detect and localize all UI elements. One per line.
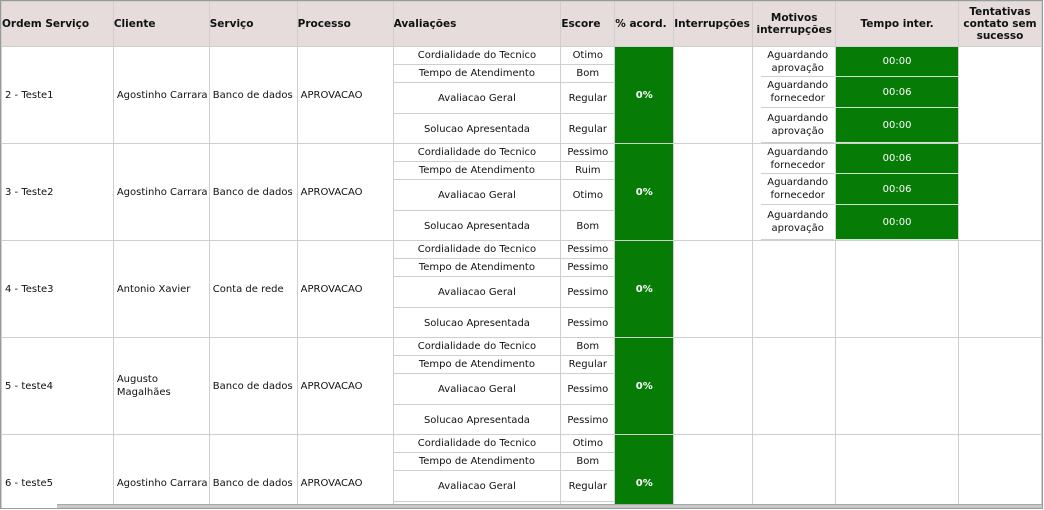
eval-score: Pessimo (561, 277, 614, 308)
interruption-time: 00:06 (836, 144, 958, 174)
cell-service: Banco de dados (209, 144, 297, 241)
col-header-time[interactable]: Tempo inter. (836, 2, 959, 47)
cell-service: Banco de dados (209, 435, 297, 510)
eval-score: Regular (561, 356, 614, 374)
eval-score: Pessimo (561, 308, 614, 338)
interruption-time: 00:00 (836, 205, 958, 240)
col-header-attempts[interactable]: Tentativas contato sem sucesso (958, 2, 1041, 47)
eval-criterion: Cordialidade do Tecnico (394, 338, 561, 356)
interruption-time: 00:06 (836, 77, 958, 108)
eval-criterion: Solucao Apresentada (394, 308, 561, 338)
col-header-os[interactable]: Ordem Serviço (2, 2, 114, 47)
cell-client: Agostinho Carrara (113, 47, 209, 144)
cell-attempts (958, 338, 1041, 435)
cell-reasons (753, 144, 836, 241)
eval-score: Regular (561, 471, 614, 502)
cell-evals (393, 144, 561, 241)
col-header-interruptions[interactable]: Interrupções (674, 2, 753, 47)
cell-interruptions (674, 338, 753, 435)
cell-evals (393, 338, 561, 435)
eval-score: Pessimo (561, 374, 614, 405)
col-header-pct[interactable]: % acord. (615, 2, 674, 47)
eval-criterion: Avaliacao Geral (394, 180, 561, 211)
interruption-reason: Aguardando aprovação (761, 47, 834, 77)
col-header-service[interactable]: Serviço (209, 2, 297, 47)
eval-criterion: Solucao Apresentada (394, 405, 561, 435)
interruption-reason: Aguardando aprovação (761, 108, 834, 143)
cell-evals (393, 47, 561, 144)
cell-interruptions (674, 47, 753, 144)
eval-score: Otimo (561, 435, 614, 453)
eval-score: Pessimo (561, 241, 614, 259)
col-header-client[interactable]: Cliente (113, 2, 209, 47)
eval-criterion: Tempo de Atendimento (394, 65, 561, 83)
eval-score: Bom (561, 65, 614, 83)
cell-client: Augusto Magalhães (113, 338, 209, 435)
horizontal-scrollbar[interactable] (57, 504, 1042, 508)
eval-score: Pessimo (561, 405, 614, 435)
eval-score: Bom (561, 453, 614, 471)
cell-times (836, 47, 959, 144)
cell-interruptions (674, 241, 753, 338)
eval-criterion: Cordialidade do Tecnico (394, 47, 561, 65)
eval-criterion: Tempo de Atendimento (394, 453, 561, 471)
cell-process: APROVACAO (297, 144, 393, 241)
interruption-reason: Aguardando fornecedor (761, 174, 834, 205)
eval-criterion: Avaliacao Geral (394, 277, 561, 308)
cell-process: APROVACAO (297, 47, 393, 144)
cell-pct-agreement: 0% (615, 144, 674, 241)
cell-pct-agreement: 0% (615, 435, 674, 510)
eval-criterion: Tempo de Atendimento (394, 356, 561, 374)
cell-scores (561, 144, 615, 241)
eval-score: Regular (561, 114, 614, 144)
cell-client: Antonio Xavier (113, 241, 209, 338)
cell-times (836, 144, 959, 241)
cell-attempts (958, 435, 1041, 510)
eval-score: Pessimo (561, 144, 614, 162)
cell-pct-agreement: 0% (615, 338, 674, 435)
cell-service: Conta de rede (209, 241, 297, 338)
col-header-score[interactable]: Escore (561, 2, 615, 47)
eval-criterion: Cordialidade do Tecnico (394, 435, 561, 453)
interruption-time: 00:06 (836, 174, 958, 205)
cell-scores (561, 47, 615, 144)
eval-criterion: Solucao Apresentada (394, 114, 561, 144)
cell-reasons (753, 435, 836, 510)
cell-process: APROVACAO (297, 435, 393, 510)
cell-attempts (958, 47, 1041, 144)
cell-reasons (753, 338, 836, 435)
table-header-row (2, 2, 1042, 47)
service-orders-table (1, 1, 1042, 509)
cell-client: Agostinho Carrara (113, 435, 209, 510)
eval-criterion: Avaliacao Geral (394, 471, 561, 502)
cell-os: 5 - teste4 (2, 338, 114, 435)
eval-score: Ruim (561, 162, 614, 180)
cell-reasons (753, 241, 836, 338)
cell-os: 2 - Teste1 (2, 47, 114, 144)
cell-service: Banco de dados (209, 47, 297, 144)
table-row[interactable] (2, 435, 1042, 510)
cell-attempts (958, 241, 1041, 338)
interruption-time: 00:00 (836, 108, 958, 143)
cell-client: Agostinho Carrara (113, 144, 209, 241)
eval-criterion: Tempo de Atendimento (394, 259, 561, 277)
table-row[interactable] (2, 47, 1042, 144)
cell-scores (561, 241, 615, 338)
table-row[interactable] (2, 241, 1042, 338)
eval-criterion: Solucao Apresentada (394, 211, 561, 241)
cell-times (836, 338, 959, 435)
cell-evals (393, 241, 561, 338)
table-row[interactable] (2, 338, 1042, 435)
col-header-evals[interactable]: Avaliações (393, 2, 561, 47)
eval-criterion: Avaliacao Geral (394, 374, 561, 405)
eval-criterion: Cordialidade do Tecnico (394, 241, 561, 259)
table-row[interactable] (2, 144, 1042, 241)
cell-process: APROVACAO (297, 241, 393, 338)
cell-scores (561, 338, 615, 435)
eval-criterion: Avaliacao Geral (394, 83, 561, 114)
cell-times (836, 241, 959, 338)
cell-os: 4 - Teste3 (2, 241, 114, 338)
cell-times (836, 435, 959, 510)
col-header-process[interactable]: Processo (297, 2, 393, 47)
interruption-time: 00:00 (836, 47, 958, 77)
col-header-reasons[interactable]: Motivos interrupções (753, 2, 836, 47)
cell-reasons (753, 47, 836, 144)
eval-score: Otimo (561, 180, 614, 211)
eval-score: Otimo (561, 47, 614, 65)
cell-pct-agreement: 0% (615, 241, 674, 338)
cell-attempts (958, 144, 1041, 241)
cell-pct-agreement: 0% (615, 47, 674, 144)
eval-criterion: Tempo de Atendimento (394, 162, 561, 180)
cell-process: APROVACAO (297, 338, 393, 435)
cell-evals (393, 435, 561, 510)
cell-interruptions (674, 144, 753, 241)
interruption-reason: Aguardando fornecedor (761, 144, 834, 174)
interruption-reason: Aguardando fornecedor (761, 77, 834, 108)
cell-os: 6 - teste5 (2, 435, 114, 510)
cell-scores (561, 435, 615, 510)
eval-criterion: Cordialidade do Tecnico (394, 144, 561, 162)
eval-score: Bom (561, 338, 614, 356)
cell-interruptions (674, 435, 753, 510)
cell-service: Banco de dados (209, 338, 297, 435)
eval-score: Pessimo (561, 259, 614, 277)
eval-score: Regular (561, 83, 614, 114)
cell-os: 3 - Teste2 (2, 144, 114, 241)
interruption-reason: Aguardando aprovação (761, 205, 834, 240)
eval-score: Bom (561, 211, 614, 241)
